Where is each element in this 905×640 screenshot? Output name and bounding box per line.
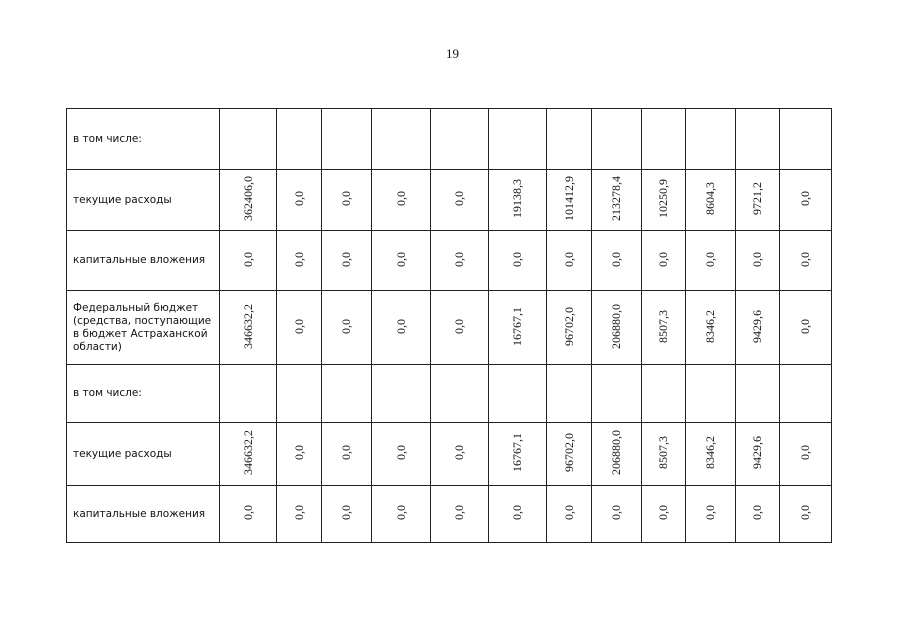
table-cell [220,423,277,486]
table-cell [736,365,780,423]
table-row [67,365,832,423]
table-cell [220,486,277,543]
table-cell [642,109,686,170]
cell-value: 0,0 [339,191,353,206]
table-cell [547,231,592,291]
cell-value: 8507,3 [656,436,670,469]
table-cell [780,291,832,365]
row-label: капитальные вложения [67,486,220,543]
row-label: капитальные вложения [67,231,220,291]
table-cell [642,423,686,486]
cell-value: 96702,0 [561,306,576,346]
table-cell [372,170,431,231]
cell-value: 96702,0 [561,433,576,472]
cell-value: 0,0 [609,251,623,267]
table-cell [322,291,372,365]
table-cell [547,365,592,423]
table-cell [780,365,832,423]
table-cell [277,365,322,423]
table-cell [489,486,547,543]
table-cell [642,231,686,291]
table-cell [277,423,322,486]
table-cell [322,365,372,423]
cell-value: 346632,2 [240,430,255,475]
table-cell [220,109,277,170]
table-cell [686,423,736,486]
table-cell [686,486,736,543]
table-cell [547,291,592,365]
cell-value: 0,0 [452,318,466,334]
table-row [67,109,832,170]
table-cell [489,365,547,423]
cell-value: 0,0 [561,505,576,520]
table-cell [322,486,372,543]
cell-value: 16767,1 [510,433,524,472]
cell-value: 346632,2 [240,303,255,349]
table-cell [736,170,780,231]
cell-value: 9429,6 [750,309,764,343]
table-cell [592,423,642,486]
cell-value: 0,0 [656,251,670,267]
table-cell [431,109,489,170]
table-cell [489,423,547,486]
cell-value: 0,0 [510,505,524,520]
cell-value: 8346,2 [703,436,717,469]
cell-value: 16767,1 [510,306,524,346]
table-cell [322,109,372,170]
cell-value: 0,0 [291,445,306,460]
table-cell [322,231,372,291]
cell-value: 0,0 [703,505,717,520]
table-cell [592,231,642,291]
table-cell [431,231,489,291]
table-cell [220,170,277,231]
cell-value: 0,0 [339,251,353,267]
cell-value: 0,0 [291,251,306,267]
table-cell [372,109,431,170]
table-cell [736,231,780,291]
cell-value: 9429,6 [750,436,764,469]
table-cell [686,109,736,170]
table-cell [592,109,642,170]
cell-value: 0,0 [339,318,353,334]
cell-value: 0,0 [291,191,306,206]
cell-value: 0,0 [291,318,306,334]
cell-value: 0,0 [393,251,408,267]
budget-table [66,108,832,543]
row-label: текущие расходы [67,423,220,486]
table-cell [220,365,277,423]
table-cell [372,291,431,365]
cell-value: 0,0 [750,505,764,520]
table-row [67,486,832,543]
cell-value: 0,0 [750,251,764,267]
cell-value: 0,0 [798,251,812,267]
table-cell [686,365,736,423]
table-cell [547,109,592,170]
cell-value: 0,0 [561,251,576,267]
cell-value: 8604,3 [703,182,717,215]
table-cell [277,291,322,365]
table-cell [780,231,832,291]
row-label: в том числе: [67,109,220,170]
row-label: текущие расходы [67,170,220,231]
cell-value: 9721,2 [750,182,764,215]
cell-value: 213278,4 [609,176,623,221]
table-cell [322,170,372,231]
table-cell [780,109,832,170]
cell-value: 19138,3 [510,179,524,218]
table-cell [431,423,489,486]
cell-value: 0,0 [452,505,466,520]
table-cell [547,423,592,486]
table-cell [372,486,431,543]
table-row [67,170,832,231]
cell-value: 206880,0 [609,303,623,349]
cell-value: 206880,0 [609,430,623,475]
cell-value: 101412,9 [561,176,576,221]
table-cell [592,170,642,231]
cell-value: 0,0 [798,505,812,520]
table-cell [220,291,277,365]
cell-value: 0,0 [240,251,255,267]
cell-value: 8507,3 [656,309,670,343]
cell-value: 0,0 [393,505,408,520]
table-cell [686,291,736,365]
cell-value: 0,0 [798,445,812,460]
table-cell [431,291,489,365]
table-cell [642,486,686,543]
table-cell [736,291,780,365]
table-cell [592,365,642,423]
table-cell [592,291,642,365]
table-cell [736,423,780,486]
table-cell [686,170,736,231]
table-cell [489,109,547,170]
table-cell [547,170,592,231]
table-cell [277,231,322,291]
table-row [67,423,832,486]
table-cell [780,423,832,486]
cell-value: 0,0 [798,191,812,206]
table-row [67,291,832,365]
table-cell [489,231,547,291]
table-cell [372,365,431,423]
table-cell [372,231,431,291]
cell-value: 0,0 [393,318,408,334]
cell-value: 0,0 [291,505,306,520]
cell-value: 10250,9 [656,179,670,218]
table-cell [322,423,372,486]
table-cell [736,486,780,543]
table-cell [277,170,322,231]
cell-value: 0,0 [339,505,353,520]
table-cell [431,365,489,423]
table-cell [489,170,547,231]
cell-value: 0,0 [393,191,408,206]
table-cell [547,486,592,543]
page-number: 19 [446,46,459,61]
table-cell [642,291,686,365]
table-cell [277,109,322,170]
cell-value: 0,0 [339,445,353,460]
cell-value: 8346,2 [703,309,717,343]
cell-value: 0,0 [452,251,466,267]
cell-value: 0,0 [798,318,812,334]
cell-value: 0,0 [452,191,466,206]
row-label: в том числе: [67,365,220,423]
table-cell [220,231,277,291]
table-cell [489,291,547,365]
table-cell [277,486,322,543]
table-cell [642,170,686,231]
table-cell [431,170,489,231]
cell-value: 0,0 [656,505,670,520]
table-cell [780,486,832,543]
table-row [67,231,832,291]
cell-value: 0,0 [393,445,408,460]
table-cell [736,109,780,170]
table-cell [780,170,832,231]
cell-value: 0,0 [510,251,524,267]
table-cell [431,486,489,543]
cell-value: 0,0 [703,251,717,267]
table-cell [372,423,431,486]
table-cell [642,365,686,423]
cell-value: 0,0 [609,505,623,520]
cell-value: 0,0 [240,505,255,520]
cell-value: 362406,0 [240,176,255,221]
cell-value: 0,0 [452,445,466,460]
table-cell [686,231,736,291]
row-label: Федеральный бюджет (средства, поступающие в бюджет Астраханской области) [67,291,220,365]
table-cell [592,486,642,543]
